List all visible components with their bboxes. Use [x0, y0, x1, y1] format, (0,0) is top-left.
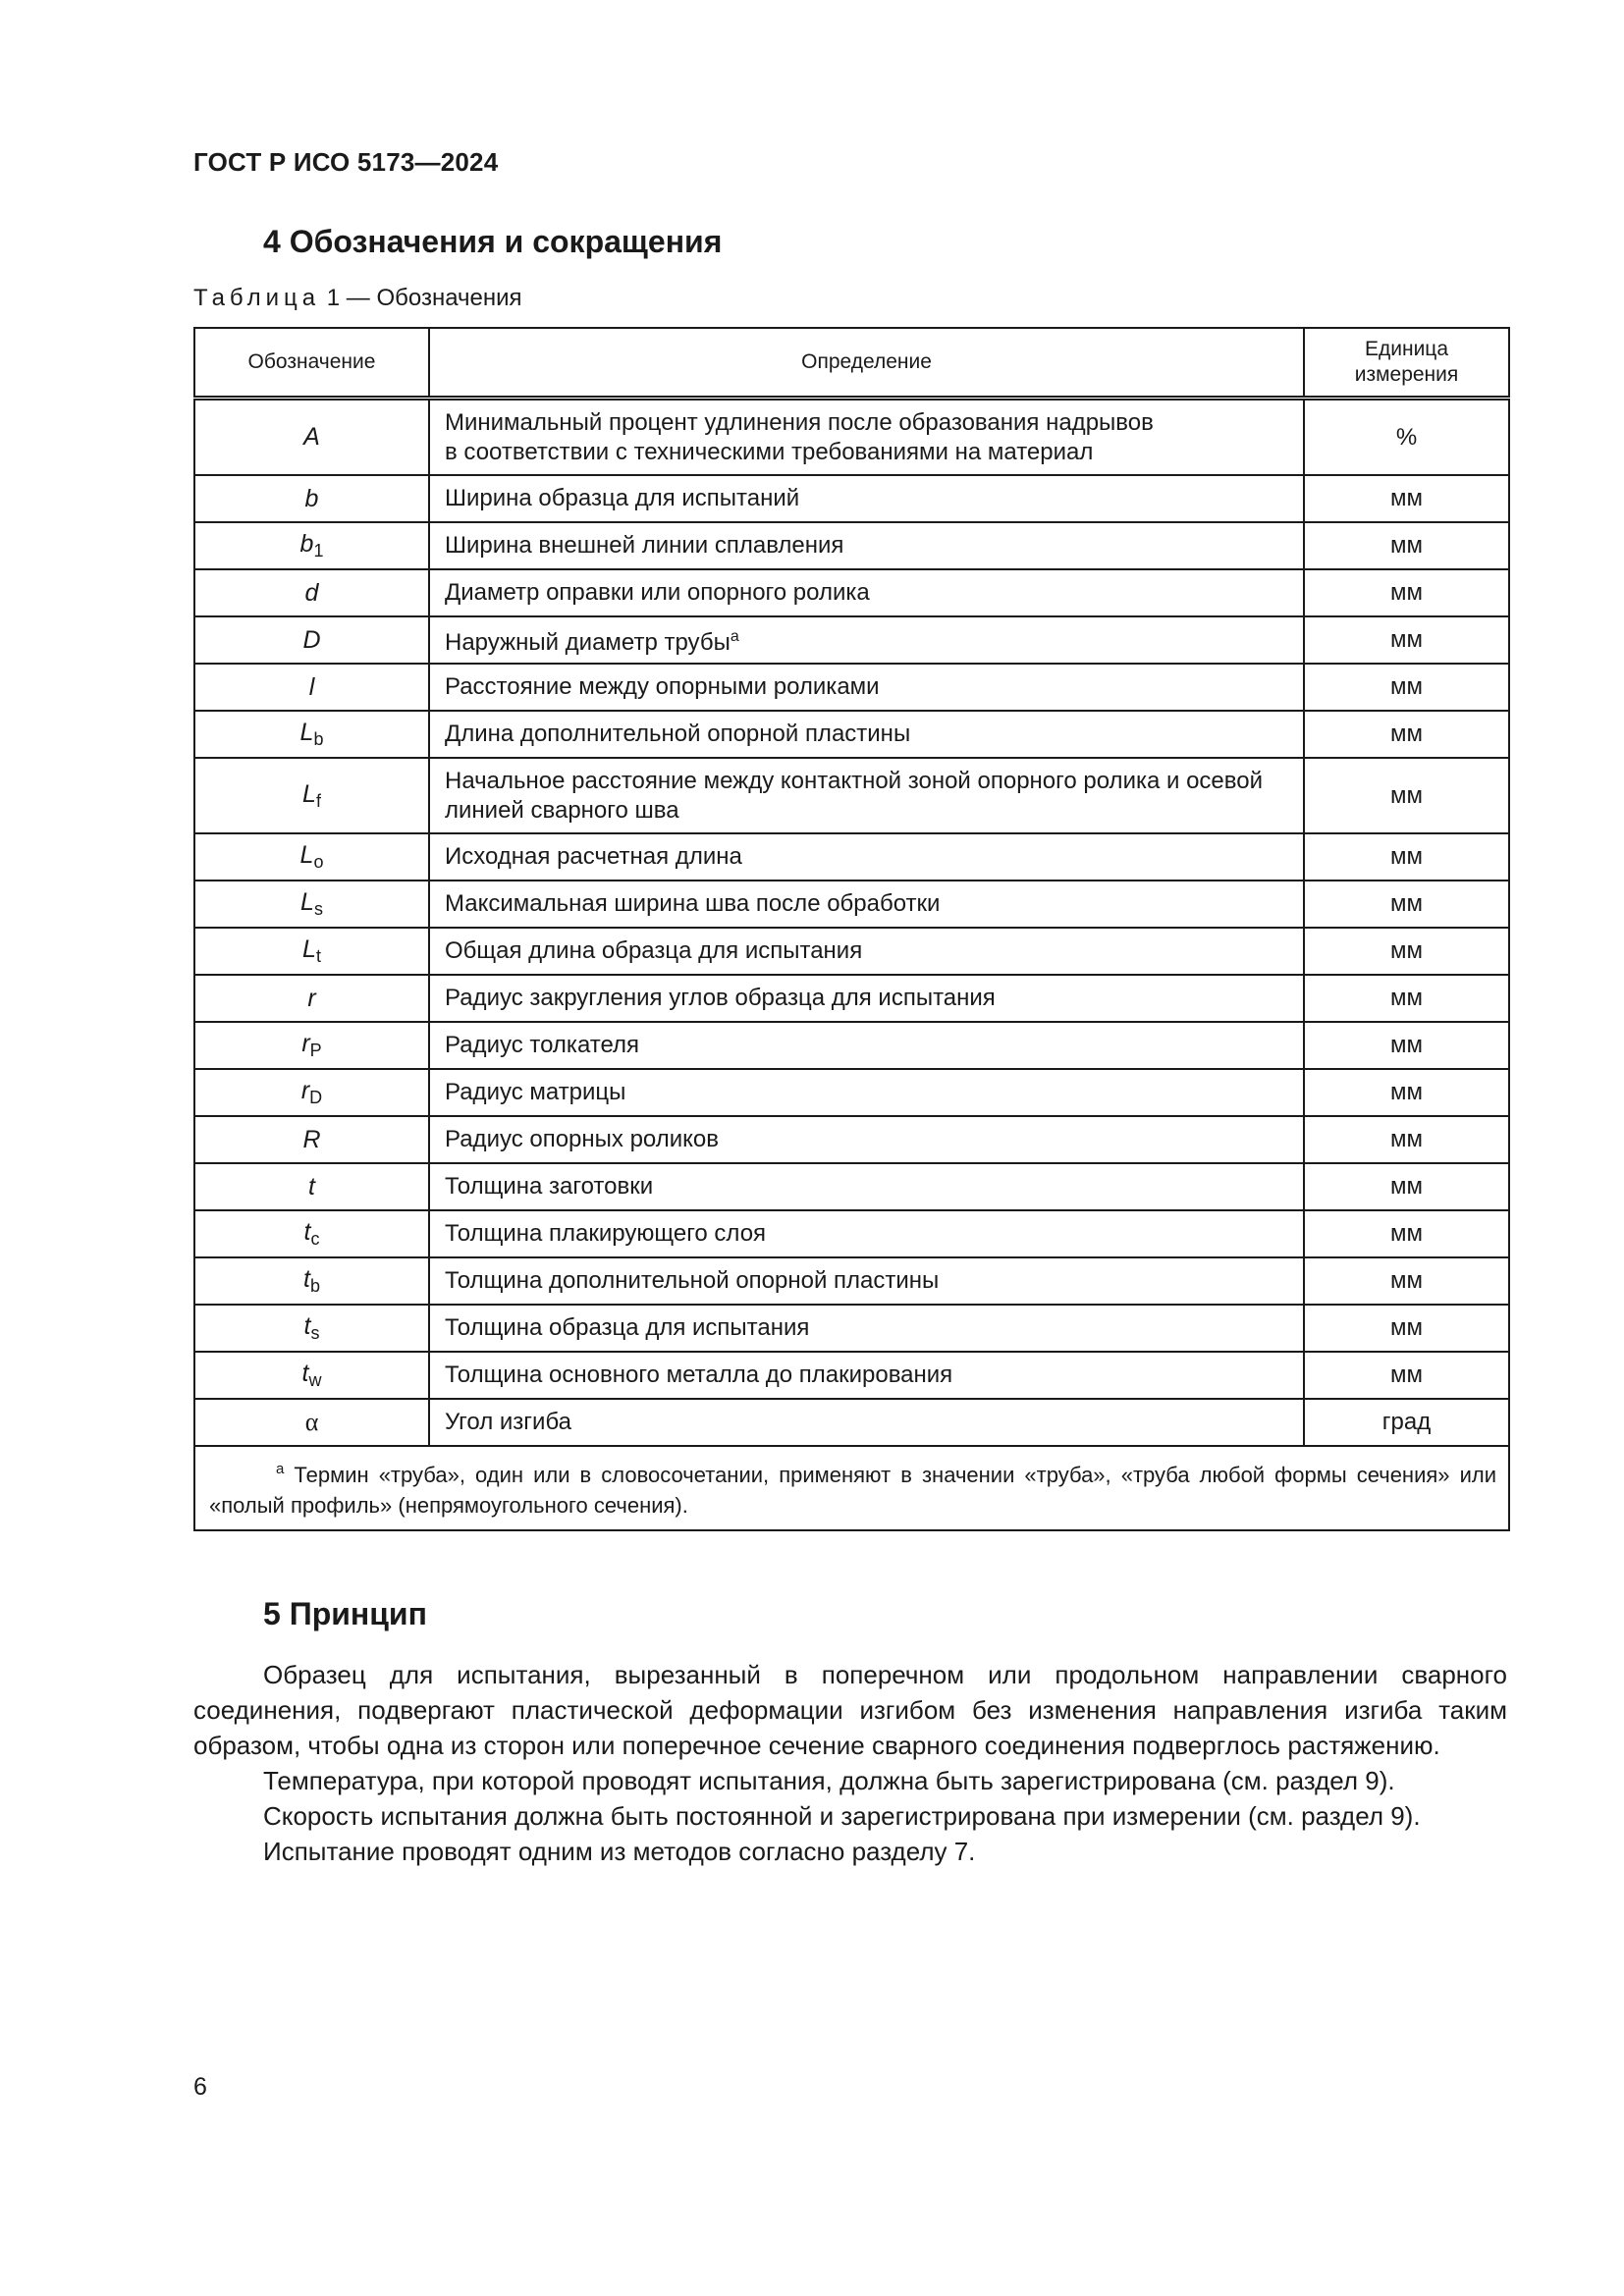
definition: Радиус закругления углов образца для испытания — [445, 985, 996, 1011]
definition: Толщина образца для испытания — [445, 1314, 810, 1341]
symbol-cell — [194, 1352, 429, 1399]
symbol: b — [299, 530, 314, 558]
definition: Длина дополнительной опорной пластины — [445, 721, 911, 747]
table-row — [194, 399, 1509, 476]
symbol: t — [303, 1312, 311, 1340]
definition: Толщина заготовки — [445, 1173, 654, 1200]
symbol: R — [302, 1125, 321, 1153]
symbol: L — [299, 719, 314, 746]
definition: Толщина плакирующего слоя — [445, 1220, 767, 1247]
symbol-cell — [194, 1257, 429, 1305]
table-row — [194, 1022, 1509, 1069]
definition: Радиус опорных роликов — [445, 1126, 720, 1152]
symbol-cell — [194, 1022, 429, 1069]
unit-cell: мм — [1304, 522, 1509, 569]
symbol-cell — [194, 711, 429, 758]
column-header-symbol: Обозначение — [194, 328, 429, 399]
symbol-subscript: b — [313, 729, 324, 749]
definition-cell — [429, 1116, 1304, 1163]
symbol-subscript: w — [308, 1370, 322, 1390]
symbol: t — [308, 1172, 315, 1201]
definition-cell — [429, 758, 1304, 833]
definition-cell — [429, 881, 1304, 928]
table-header-row — [194, 328, 1509, 399]
symbol-cell — [194, 475, 429, 522]
symbol-cell — [194, 569, 429, 616]
definition: Угол изгиба — [445, 1409, 571, 1435]
table-row — [194, 664, 1509, 711]
footnote-marker: a — [276, 1461, 285, 1477]
symbol-cell — [194, 1210, 429, 1257]
document-header: ГОСТ Р ИСО 5173—2024 — [193, 147, 499, 177]
unit-cell: мм — [1304, 1163, 1509, 1210]
definition: Начальное расстояние между контактной зоной опорного ролика и осевой линией сварного шва — [445, 767, 1264, 824]
symbol: L — [300, 888, 314, 916]
unit-cell: мм — [1304, 711, 1509, 758]
footnote-text: Термин «труба», один или в словосочетании, применяют в значении «труба», «труба любой формы сечения» или «полый профиль» (непрямоугольного сечения). — [209, 1463, 1496, 1518]
section-5-title: 5 Принцип — [263, 1596, 427, 1631]
definition: Ширина внешней линии сплавления — [445, 532, 844, 559]
definition: Расстояние между опорными роликами — [445, 673, 880, 700]
table-row — [194, 1399, 1509, 1446]
unit-cell: мм — [1304, 1116, 1509, 1163]
unit-cell: мм — [1304, 1069, 1509, 1116]
table-row — [194, 616, 1509, 664]
symbol-subscript: D — [309, 1088, 323, 1107]
definition-cell — [429, 928, 1304, 975]
table-caption — [193, 285, 522, 312]
table-row — [194, 522, 1509, 569]
definition-cell — [429, 833, 1304, 881]
symbol-subscript: f — [315, 790, 321, 811]
definition: Исходная расчетная длина — [445, 843, 742, 870]
definition-cell — [429, 975, 1304, 1022]
definition-cell — [429, 399, 1304, 476]
table-row — [194, 1257, 1509, 1305]
definition-cell — [429, 522, 1304, 569]
symbol-subscript: s — [310, 1323, 320, 1343]
symbol: t — [303, 1265, 310, 1293]
page-number: 6 — [193, 2073, 207, 2101]
paragraph: Испытание проводят одним из методов согласно разделу 7. — [263, 1837, 976, 1866]
symbol: α — [304, 1408, 319, 1436]
unit-cell: град — [1304, 1399, 1509, 1446]
definition-cell — [429, 1352, 1304, 1399]
definition-cell — [429, 1257, 1304, 1305]
unit-cell: мм — [1304, 928, 1509, 975]
table-row — [194, 711, 1509, 758]
symbol-cell — [194, 399, 429, 476]
symbol-cell — [194, 1399, 429, 1446]
symbol-cell — [194, 758, 429, 833]
table-row — [194, 1116, 1509, 1163]
symbol-cell — [194, 1163, 429, 1210]
unit-cell: мм — [1304, 758, 1509, 833]
symbol: t — [301, 1360, 309, 1387]
table-row — [194, 975, 1509, 1022]
unit-cell: мм — [1304, 1210, 1509, 1257]
unit-cell: мм — [1304, 1257, 1509, 1305]
table-row — [194, 475, 1509, 522]
unit-cell: мм — [1304, 975, 1509, 1022]
table-row — [194, 1352, 1509, 1399]
unit-cell: мм — [1304, 475, 1509, 522]
symbol: D — [302, 625, 321, 654]
footnote-reference: a — [730, 628, 739, 645]
definition-cell — [429, 711, 1304, 758]
symbol-cell — [194, 522, 429, 569]
definition: Общая длина образца для испытания — [445, 937, 863, 964]
table-caption-word: Таблица — [193, 285, 321, 311]
symbol: b — [304, 484, 319, 512]
table-row — [194, 1163, 1509, 1210]
symbol: t — [303, 1218, 311, 1246]
definition-cell — [429, 1163, 1304, 1210]
unit-cell: мм — [1304, 616, 1509, 664]
definition-cell — [429, 1210, 1304, 1257]
symbol-cell — [194, 1305, 429, 1352]
symbol-subscript: o — [313, 852, 324, 872]
definition-cell — [429, 569, 1304, 616]
definition: Максимальная ширина шва после обработки — [445, 890, 941, 917]
symbol-cell — [194, 928, 429, 975]
table-row — [194, 833, 1509, 881]
table-row — [194, 758, 1509, 833]
symbol-cell — [194, 664, 429, 711]
symbol-cell — [194, 1069, 429, 1116]
symbol-cell — [194, 975, 429, 1022]
column-header-unit: Единица измерения — [1304, 328, 1509, 399]
symbol: r — [300, 1077, 310, 1104]
symbol-cell — [194, 616, 429, 664]
definition-cell — [429, 664, 1304, 711]
definition-cell — [429, 1305, 1304, 1352]
table-row — [194, 881, 1509, 928]
definition: Толщина основного металла до плакирования — [445, 1362, 953, 1388]
symbol-subscript: b — [309, 1276, 320, 1296]
symbol-cell — [194, 833, 429, 881]
definition: Минимальный процент удлинения после образования надрывов в соответствии с техническими требованиями на материал — [445, 408, 1154, 465]
definition: Наружный диаметр трубы — [445, 629, 731, 656]
symbols-table — [193, 327, 1510, 1531]
symbol-cell — [194, 881, 429, 928]
symbol-subscript: s — [313, 899, 323, 919]
symbol: A — [303, 423, 320, 451]
unit-cell: мм — [1304, 881, 1509, 928]
definition: Ширина образца для испытаний — [445, 485, 800, 511]
section-4-title: 4 Обозначения и сокращения — [263, 224, 723, 259]
table-row — [194, 928, 1509, 975]
definition-cell — [429, 1022, 1304, 1069]
symbol-subscript: 1 — [313, 541, 324, 561]
unit-cell: мм — [1304, 569, 1509, 616]
symbol: l — [308, 672, 315, 701]
unit-cell: % — [1304, 399, 1509, 476]
symbol: L — [302, 779, 316, 808]
table-row — [194, 1210, 1509, 1257]
table-footnote — [194, 1446, 1509, 1530]
definition: Толщина дополнительной опорной пластины — [445, 1267, 940, 1294]
paragraph: Образец для испытания, вырезанный в поперечном или продольном направлении сварного соединения, подвергают пластической деформации изгибом без изменения направления изгиба таким образом, чтобы одна из сторон или поперечное сечение сварного соединения подверглось растяжению. — [193, 1660, 1507, 1760]
definition-cell — [429, 1399, 1304, 1446]
unit-cell: мм — [1304, 833, 1509, 881]
definition: Радиус толкателя — [445, 1032, 640, 1058]
table-row — [194, 569, 1509, 616]
definition-cell — [429, 616, 1304, 664]
symbol-cell — [194, 1116, 429, 1163]
symbol-subscript: P — [309, 1041, 322, 1060]
table-caption-rest: 1 — Обозначения — [320, 285, 522, 311]
symbol: r — [301, 1030, 310, 1057]
unit-cell: мм — [1304, 664, 1509, 711]
table-row — [194, 1305, 1509, 1352]
symbol-subscript: t — [315, 946, 321, 966]
table-row — [194, 1069, 1509, 1116]
symbol: r — [307, 984, 316, 1012]
paragraph: Температура, при которой проводят испытания, должна быть зарегистрирована (см. раздел 9). — [263, 1766, 1395, 1795]
unit-cell: мм — [1304, 1305, 1509, 1352]
paragraph: Скорость испытания должна быть постоянной и зарегистрирована при измерении (см. раздел 9). — [263, 1801, 1421, 1831]
definition: Радиус матрицы — [445, 1079, 626, 1105]
symbol: d — [304, 578, 319, 607]
unit-cell: мм — [1304, 1022, 1509, 1069]
definition: Диаметр оправки или опорного ролика — [445, 579, 870, 606]
column-header-definition: Определение — [429, 328, 1304, 399]
symbol-subscript: c — [310, 1229, 320, 1249]
definition-cell — [429, 1069, 1304, 1116]
symbol: L — [299, 841, 314, 869]
unit-cell: мм — [1304, 1352, 1509, 1399]
symbol: L — [302, 935, 316, 963]
definition-cell — [429, 475, 1304, 522]
